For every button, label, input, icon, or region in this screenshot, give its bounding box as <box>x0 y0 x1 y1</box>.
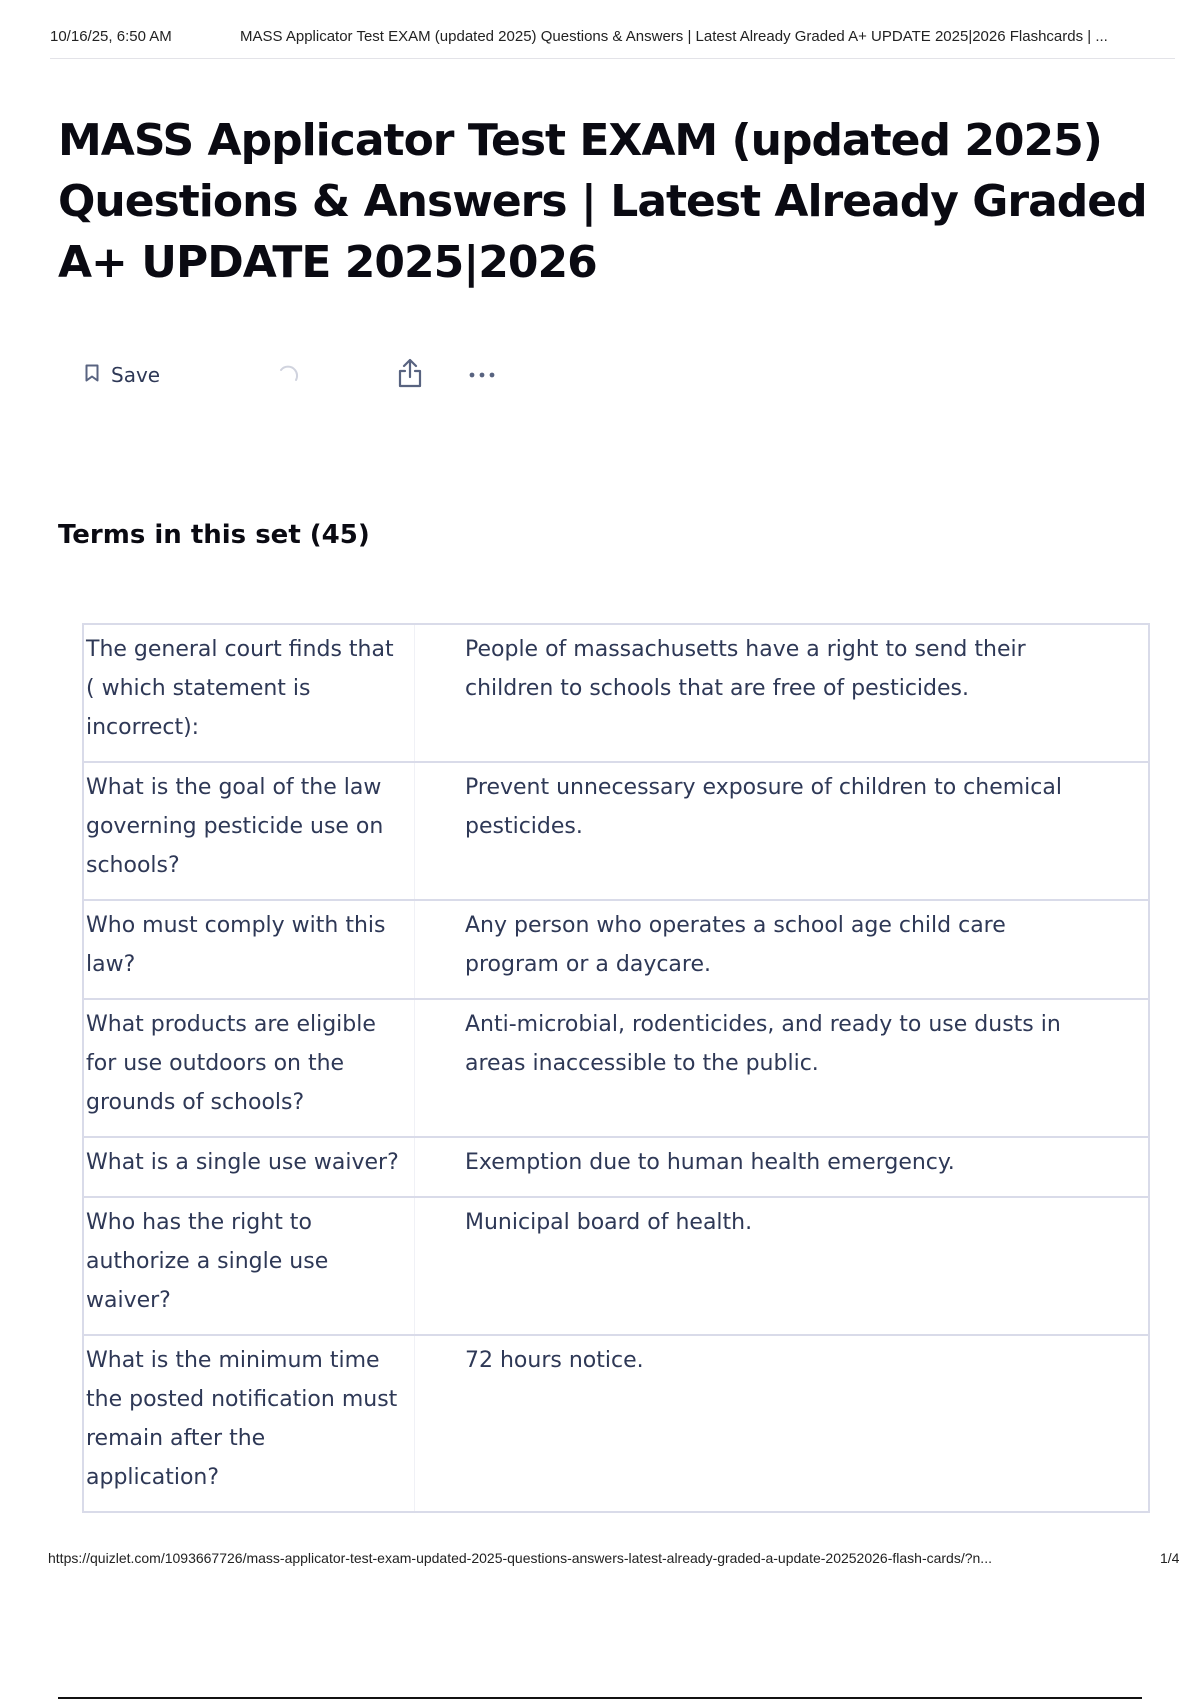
definition-cell: 72 hours notice. <box>415 1335 1150 1512</box>
page-title: MASS Applicator Test EXAM (updated 2025) Questions & Answers | Latest Already Graded A+ UPDATE 2025|2026 <box>58 115 1147 288</box>
definition-cell: People of massachusetts have a right to send their children to schools that are free of pesticides. <box>415 624 1150 762</box>
share-button[interactable] <box>397 355 423 395</box>
table-row <box>83 1137 1149 1197</box>
term-cell: Who must comply with this law? <box>83 900 415 999</box>
header-divider <box>50 58 1175 59</box>
term-cell: The general court finds that ( which statement is incorrect): <box>83 624 415 762</box>
table-row <box>83 900 1149 999</box>
table-row <box>83 762 1149 900</box>
more-options-icon <box>468 366 496 384</box>
table-row <box>83 1335 1149 1512</box>
share-icon <box>397 358 423 393</box>
definition-cell: Prevent unnecessary exposure of children to chemical pesticides. <box>415 762 1150 900</box>
save-label: Save <box>111 363 161 387</box>
term-cell: What is the minimum time the posted notification must remain after the application? <box>83 1335 415 1512</box>
table-row <box>83 1197 1149 1335</box>
terms-table <box>82 623 1150 1513</box>
page-bottom-divider <box>58 1697 1142 1699</box>
page-number: 1/4 <box>1160 1550 1180 1566</box>
print-document-title: MASS Applicator Test EXAM (updated 2025) Questions & Answers | Latest Already Graded A+ UPDATE 2025|2026 Flashcards | ... <box>240 28 1108 45</box>
definition-cell: Anti-microbial, rodenticides, and ready to use dusts in areas inaccessible to the public. <box>415 999 1150 1137</box>
term-cell: Who has the right to authorize a single use waiver? <box>83 1197 415 1335</box>
save-button[interactable] <box>85 355 160 395</box>
term-cell: What is a single use waiver? <box>83 1137 415 1197</box>
page-url: https://quizlet.com/1093667726/mass-applicator-test-exam-updated-2025-questions-answers-latest-already-graded-a-update-20252026-flash-cards/?n... <box>48 1550 992 1566</box>
print-date: 10/16/25, 6:50 AM <box>50 28 172 45</box>
definition-cell: Any person who operates a school age child care program or a daycare. <box>415 900 1150 999</box>
action-bar <box>85 355 525 395</box>
terms-heading: Terms in this set (45) <box>58 520 370 550</box>
bookmark-icon <box>85 363 99 387</box>
loading-spinner-icon <box>275 355 301 395</box>
table-row <box>83 624 1149 762</box>
table-row <box>83 999 1149 1137</box>
definition-cell: Exemption due to human health emergency. <box>415 1137 1150 1197</box>
term-cell: What is the goal of the law governing pesticide use on schools? <box>83 762 415 900</box>
definition-cell: Municipal board of health. <box>415 1197 1150 1335</box>
term-cell: What products are eligible for use outdoors on the grounds of schools? <box>83 999 415 1137</box>
more-options-button[interactable] <box>468 355 496 395</box>
